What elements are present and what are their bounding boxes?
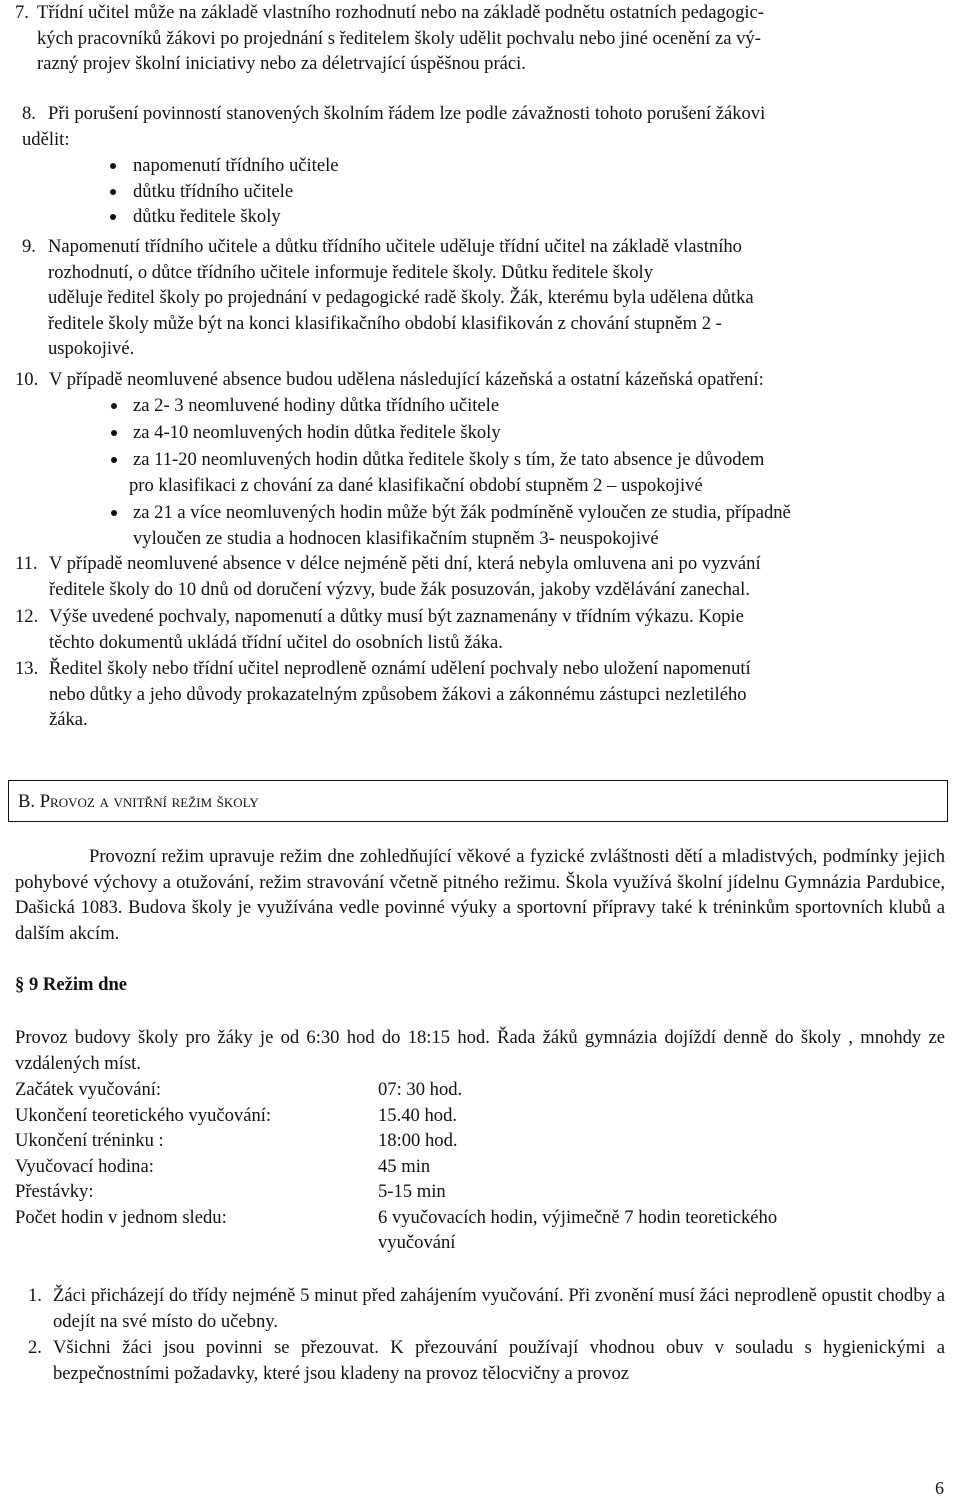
item-text: V případě neomluvené absence v délce nejméně pěti dní, která nebyla omluvena ani po vyzvání ředitele školy do 10 dnů od doručení výzvy, bude žák posuzován, jakoby vzdělávání zanechal.: [49, 553, 761, 600]
text-line: Při porušení povinností stanovených školním řádem lze podle závažnosti tohoto porušení žákovi: [48, 103, 766, 124]
rule-item-1: 1. Žáci přicházejí do třídy nejméně 5 minut před zahájením vyučování. Při zvonění musí žáci neprodleně opustit chodby a odejít na své místo do učebny.: [28, 1285, 945, 1332]
item-text: Výše uvedené pochvaly, napomenutí a důtky musí být zaznamenány v třídním výkazu. Kopie těchto dokumentů ukládá třídní učitel do osobních listů žáka.: [49, 606, 744, 653]
section-heading-9: § 9 Režim dne: [15, 974, 128, 995]
list-item-7: [15, 0, 945, 77]
text-line: rozhodnutí, o důtce třídního učitele informuje ředitele školy. Důtku ředitele školy: [48, 261, 654, 283]
item-number: 12.: [15, 606, 39, 627]
text-line: uspokojivé.: [48, 338, 135, 359]
text-line: kých pracovníků žákovi po projednání s ředitelem školy udělit pochvalu nebo jiné ocenění za vý-: [37, 27, 761, 49]
text-line: uděluje ředitel školy po projednání v pedagogické radě školy. Žák, kterému byla udělena důtka: [48, 287, 754, 308]
item-number: 7.: [15, 2, 29, 23]
text-line: Třídní učitel může na základě vlastního rozhodnutí nebo na základě podnětu ostatních pedagogic-: [37, 2, 764, 23]
item-number: 8.: [22, 103, 36, 124]
text-line: Napomenutí třídního učitele a důtku třídního učitele uděluje třídní učitel na základě vlastního: [48, 236, 742, 257]
absence-measures-list: [15, 393, 955, 551]
list-item: za 21 a více neomluvených hodin může být žák podmíněně vyloučen ze studia, případně vyloučen ze studia a hodnocen klasifikačním stupněm 3- neuspokojivé: [15, 500, 955, 551]
text-line: razný projev školní iniciativy nebo za déletrvající úspěšnou práci.: [37, 53, 526, 74]
schedule-row: Ukončení teoretického vyučování: 15.40 hod.: [15, 1104, 458, 1126]
item-text: [22, 101, 952, 152]
list-item: za 11-20 neomluvených hodin důtka ředitele školy s tím, že tato absence je důvodem pro klasifikaci z chování za dané klasifikační období stupněm 2 – uspokojivé: [15, 447, 955, 498]
schedule-row: Začátek vyučování: 07: 30 hod.: [15, 1079, 463, 1100]
reprimand-list: [15, 153, 945, 230]
text-line: udělit:: [22, 128, 70, 150]
list-item-9: [22, 234, 942, 362]
item-number: 13.: [15, 658, 39, 679]
list-item: napomenutí třídního učitele: [15, 153, 945, 179]
list-item: důtku ředitele školy: [15, 204, 945, 230]
item-text: [37, 0, 945, 77]
schedule-row: Ukončení tréninku : 18:00 hod.: [15, 1130, 458, 1151]
operating-hours-paragraph: Provoz budovy školy pro žáky je od 6:30 hod do 18:15 hod. Řada žáků gymnázia dojíždí denně do školy , mnohdy ze vzdálených míst.: [15, 1027, 945, 1074]
rule-item-2: 2. Všichni žáci jsou povinni se přezouvat. K přezouvání používají vhodnou obuv v souladu s hygienickými a bezpečnostními požadavky, které jsou kladeny na provoz tělocvičny a provoz: [28, 1337, 945, 1384]
list-item: důtku třídního učitele: [15, 179, 945, 205]
item-number: 10.: [15, 369, 39, 390]
list-item-12: [15, 604, 945, 655]
list-item-13: [15, 656, 945, 733]
item-text: V případě neomluvené absence budou udělena následující kázeňská a ostatní kázeňská opatření:: [49, 369, 764, 390]
item-text: Ředitel školy nebo třídní učitel neprodleně oznámí udělení pochvaly nebo uložení napomenutí nebo důtky a jeho důvody prokazatelným způsobem žákovi a zákonnému zástupci nezletilého žáka.: [49, 658, 751, 730]
item-number: 11.: [15, 553, 38, 574]
schedule-row: Počet hodin v jednom sledu: 6 vyučovacích hodin, výjimečně 7 hodin teoretického vyučování: [15, 1206, 778, 1253]
section-paragraph: Provozní režim upravuje režim dne zohledňující věkové a fyzické zvláštnosti dětí a mladistvých, podmínky jejich pohybové výchovy a otužování, režim stravování včetně pitného režimu. Škola využívá školní jídelnu Gymnázia Pardubice, Dašická 1083. Budova školy je využívána vedle povinné výuky a sportovní přípravy také k tréninkům sportovních klubů a dalším akcím.: [15, 846, 945, 944]
item-text: [48, 234, 942, 362]
schedule-row: Vyučovací hodina: 45 min: [15, 1155, 431, 1177]
schedule-table: [15, 1077, 945, 1256]
list-item: za 4-10 neomluvených hodin důtka ředitele školy: [15, 420, 955, 446]
list-item-8: [22, 101, 952, 152]
item-number: 9.: [22, 236, 36, 257]
text-line: ředitele školy může být na konci klasifikačního období klasifikován z chování stupněm 2 -: [48, 312, 722, 334]
section-title: B. Provoz a vnitřní režim školy: [18, 791, 259, 812]
list-item-11: [15, 551, 945, 602]
list-item: za 2- 3 neomluvené hodiny důtka třídního učitele: [15, 393, 955, 419]
schedule-row: Přestávky: 5-15 min: [15, 1181, 446, 1202]
section-heading-box: [8, 780, 948, 822]
list-item-10: [15, 367, 945, 393]
page-number: 6: [935, 1478, 944, 1498]
